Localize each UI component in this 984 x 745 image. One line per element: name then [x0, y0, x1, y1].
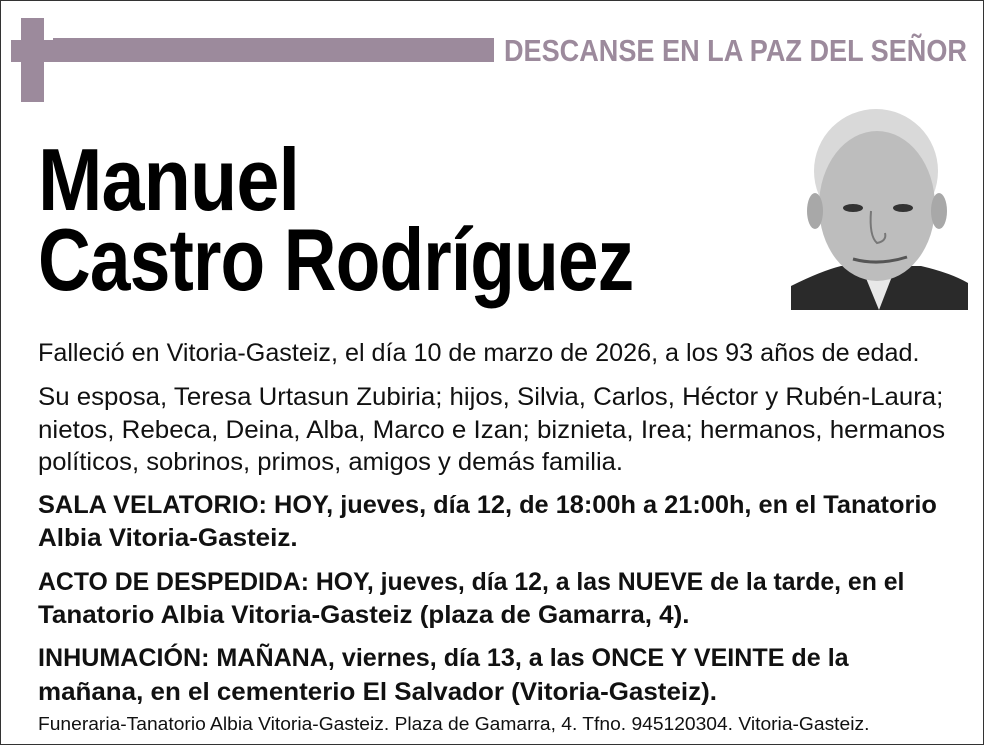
family-line: políticos, sobrinos, primos, amigos y demás familia. [38, 448, 624, 476]
deceased-photo [791, 101, 968, 310]
header-bar [53, 38, 494, 62]
sala-velatorio-line: Albia Vitoria-Gasteiz. [38, 524, 298, 552]
deceased-surnames: Castro Rodríguez [38, 210, 634, 309]
acto-despedida-line: ACTO DE DESPEDIDA: HOY, jueves, día 12, a las NUEVE de la tarde, en el [38, 568, 905, 596]
acto-despedida-line: Tanatorio Albia Vitoria-Gasteiz (plaza de Gamarra, 4). [38, 601, 690, 629]
family-line: Su esposa, Teresa Urtasun Zubiria; hijos, Silvia, Carlos, Héctor y Rubén-Laura; [38, 383, 944, 411]
sala-velatorio-line: SALA VELATORIO: HOY, jueves, día 12, de 18:00h a 21:00h, en el Tanatorio [38, 491, 937, 519]
header-motto: DESCANSE EN LA PAZ DEL SEÑOR [504, 33, 967, 68]
death-notice: Falleció en Vitoria-Gasteiz, el día 10 de marzo de 2026, a los 93 años de edad. [38, 339, 920, 367]
inhumacion-line: mañana, en el cementerio El Salvador (Vitoria-Gasteiz). [38, 678, 717, 706]
funeral-home-footer: Funeraria-Tanatorio Albia Vitoria-Gasteiz. Plaza de Gamarra, 4. Tfno. 945120304. Vitoria-Gasteiz. [38, 714, 870, 734]
inhumacion-line: INHUMACIÓN: MAÑANA, viernes, día 13, a las ONCE Y VEINTE de la [38, 644, 849, 672]
deceased-first-name: Manuel [38, 130, 300, 229]
family-line: nietos, Rebeca, Deina, Alba, Marco e Izan; biznieta, Irea; hermanos, hermanos [38, 416, 946, 444]
